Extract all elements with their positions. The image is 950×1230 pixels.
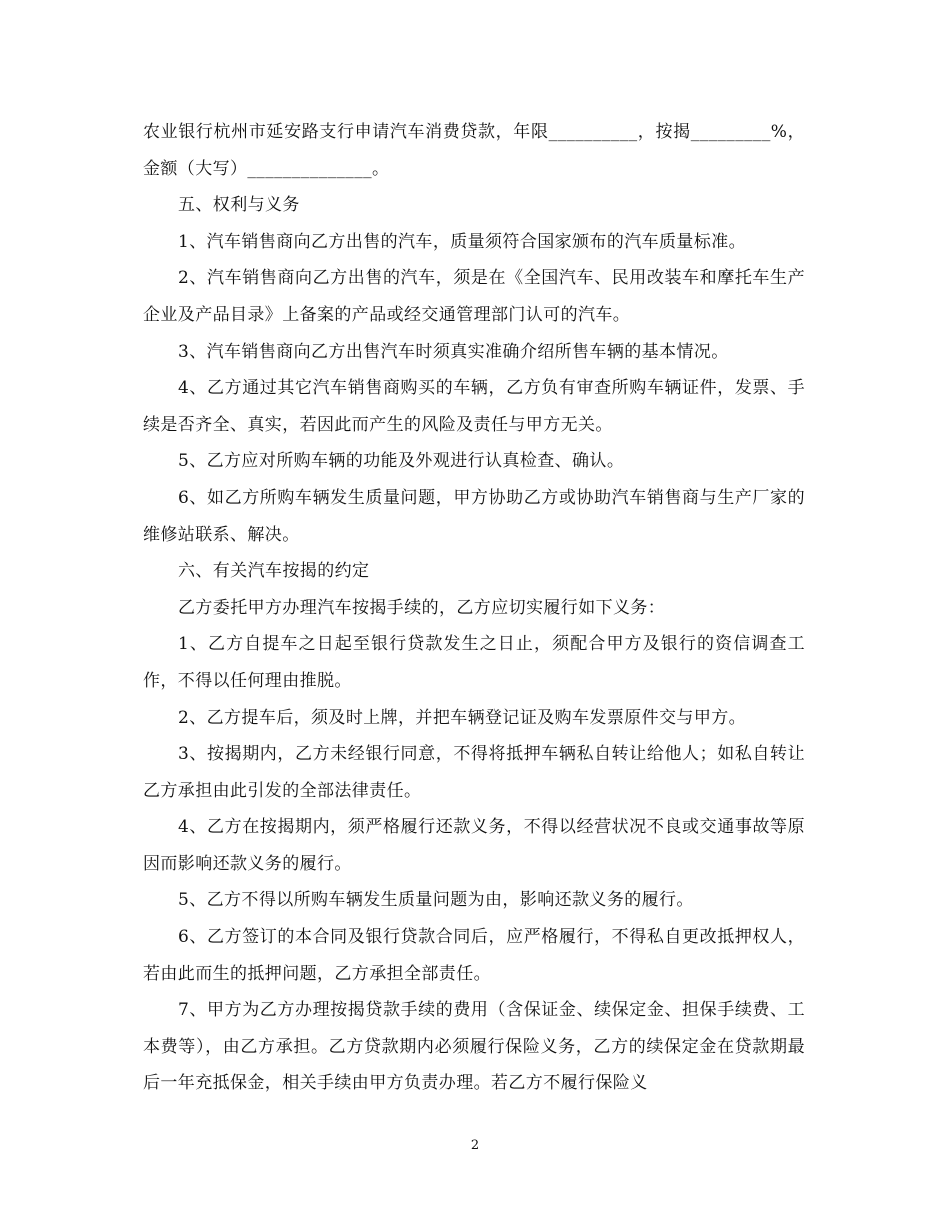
paragraph: 五、权利与义务 [178, 195, 300, 216]
paragraph: 5、乙方应对所购车辆的功能及外观进行认真检查、确认。 [178, 451, 625, 472]
paragraph: 5、乙方不得以所购车辆发生质量问题为由，影响还款义务的履行。 [178, 890, 694, 911]
paragraph: 7、甲方为乙方办理按揭贷款手续的费用（含保证金、续保定金、担保手续费、工本费等），由乙方承担。乙方贷款期内必须履行保险义务，乙方的续保定金在贷款期最后一年充抵保金，相关手续由甲方负责办理。若乙方不履行保险义 [143, 1000, 805, 1094]
paragraph: 4、乙方通过其它汽车销售商购买的车辆，乙方负有审查所购车辆证件，发票、手续是否齐全、真实，若因此而产生的风险及责任与甲方无关。 [143, 378, 805, 435]
paragraph: 6、乙方签订的本合同及银行贷款合同后，应严格履行，不得私自更改抵押权人，若由此而生的抵押问题，乙方承担全部责任。 [143, 927, 805, 984]
paragraph: 2、乙方提车后，须及时上牌，并把车辆登记证及购车发票原件交与甲方。 [178, 707, 747, 728]
paragraph: 4、乙方在按揭期内，须严格履行还款义务，不得以经营状况不良或交通事故等原因而影响还款义务的履行。 [143, 817, 805, 874]
document-body [143, 114, 805, 1102]
paragraph: 2、汽车销售商向乙方出售的汽车，须是在《全国汽车、民用改装车和摩托车生产企业及产品目录》上备案的产品或经交通管理部门认可的汽车。 [143, 268, 805, 325]
paragraph: 乙方委托甲方办理汽车按揭手续的，乙方应切实履行如下义务： [178, 597, 666, 618]
paragraph: 3、按揭期内，乙方未经银行同意，不得将抵押车辆私自转让给他人；如私自转让乙方承担由此引发的全部法律责任。 [143, 744, 805, 801]
page-number: 2 [470, 1138, 480, 1153]
paragraph: 1、乙方自提车之日起至银行贷款发生之日止，须配合甲方及银行的资信调查工作，不得以任何理由推脱。 [143, 634, 805, 691]
paragraph: 6、如乙方所购车辆发生质量问题，甲方协助乙方或协助汽车销售商与生产厂家的维修站联系、解决。 [143, 487, 805, 545]
paragraph: 六、有关汽车按揭的约定 [178, 561, 370, 582]
paragraph: 3、汽车销售商向乙方出售汽车时须真实准确介绍所售车辆的基本情况。 [178, 341, 729, 362]
paragraph: 农业银行杭州市延安路支行申请汽车消费贷款，年限__________，按揭_________%，金额（大写）______________。 [143, 122, 805, 179]
paragraph: 1、汽车销售商向乙方出售的汽车，质量须符合国家颁布的汽车质量标准。 [178, 231, 747, 252]
